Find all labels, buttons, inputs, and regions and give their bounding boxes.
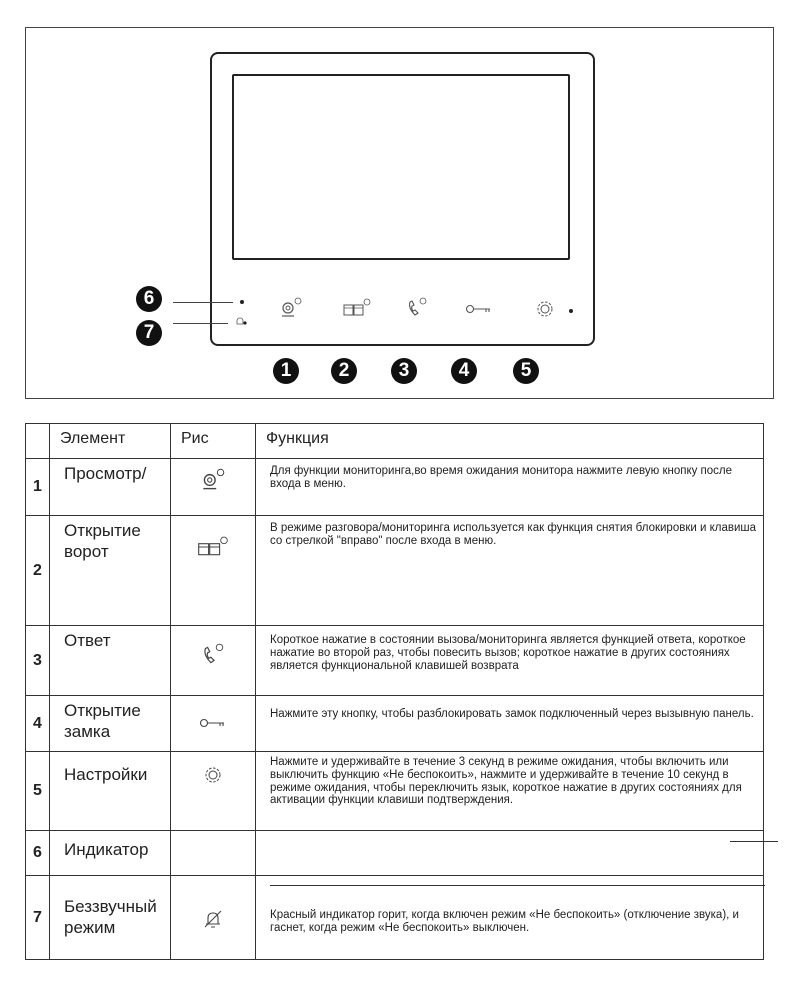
header-function: Функция — [256, 424, 764, 459]
function-description: Нажмите эту кнопку, чтобы разблокировать замок подключенный через вызывную панель. — [256, 696, 764, 752]
callout-2: 2 — [331, 358, 357, 384]
table-edge-line — [270, 885, 765, 886]
callout-line-6 — [173, 302, 233, 303]
monitor-diagram — [25, 27, 774, 399]
monitor-screen — [232, 74, 570, 260]
bell-off-icon — [202, 908, 224, 930]
callout-line-7 — [173, 323, 228, 324]
table-row — [26, 459, 764, 516]
table-edge-line — [730, 841, 778, 842]
element-name: Ответ — [50, 626, 171, 696]
header-icon: Рис — [171, 424, 256, 459]
table-row — [26, 752, 764, 831]
function-description: В режиме разговора/мониторинга используется как функция снятия блокировки и клавиша со стрелкой "вправо" после входа в меню. — [256, 516, 764, 626]
row-number: 3 — [26, 626, 50, 696]
indicator-led — [240, 300, 244, 304]
table-header-row — [26, 424, 764, 459]
row-number: 4 — [26, 696, 50, 752]
function-description: Короткое нажатие в состоянии вызова/мониторинга является функцией ответа, короткое нажатие во второй раз, чтобы повесить вызов; короткое нажатие в других состояниях является функциональной клавишей возврата — [256, 626, 764, 696]
row-number: 1 — [26, 459, 50, 516]
element-name: Открытие замка — [50, 696, 171, 752]
monitor-body — [210, 52, 595, 346]
function-description: Нажмите и удерживайте в течение 3 секунд в режиме ожидания, чтобы включить или выключить функцию «Не беспокоить», нажмите и удерживайте в течение 10 секунд в режиме ожидания, чтобы переключить язык, короткое нажатие в других состояниях для активации функции клавиши подтверждения. — [256, 752, 764, 831]
element-name: Индикатор — [50, 831, 171, 876]
element-name: Просмотр/ — [50, 459, 171, 516]
table-row — [26, 876, 764, 960]
monitor-camera-icon[interactable] — [278, 296, 304, 320]
function-description: Красный индикатор горит, когда включен режим «Не беспокоить» (отключение звука), и гаснет, когда режим «Не беспокоить» выключен. — [256, 876, 764, 960]
key-icon — [198, 716, 228, 730]
header-num — [26, 424, 50, 459]
microphone-hole — [569, 309, 573, 313]
callout-7: 7 — [136, 320, 162, 346]
function-description — [256, 831, 764, 876]
table-row — [26, 626, 764, 696]
row-number: 2 — [26, 516, 50, 626]
element-name: Беззвучный режим — [50, 876, 171, 960]
monitor-camera-icon — [199, 467, 227, 493]
gate-icon — [196, 536, 230, 558]
function-description: Для функции мониторинга,во время ожидания монитора нажмите левую кнопку после входа в меню. — [256, 459, 764, 516]
row-number: 5 — [26, 752, 50, 831]
callout-3: 3 — [391, 358, 417, 384]
phone-icon — [200, 642, 226, 668]
element-name: Открытие ворот — [50, 516, 171, 626]
bell-off-mini-icon — [234, 316, 248, 326]
row-number: 6 — [26, 831, 50, 876]
callout-5: 5 — [513, 358, 539, 384]
table-row — [26, 696, 764, 752]
header-element: Элемент — [50, 424, 171, 459]
row-number: 7 — [26, 876, 50, 960]
key-icon[interactable] — [464, 302, 494, 316]
element-name: Настройки — [50, 752, 171, 831]
table-row — [26, 516, 764, 626]
gear-icon — [202, 764, 224, 786]
gear-icon[interactable] — [534, 298, 556, 320]
callout-1: 1 — [273, 358, 299, 384]
gate-icon[interactable] — [342, 298, 372, 318]
callout-4: 4 — [451, 358, 477, 384]
callout-6: 6 — [136, 286, 162, 312]
table-row — [26, 831, 764, 876]
phone-icon[interactable] — [405, 296, 429, 320]
function-table — [25, 423, 764, 960]
